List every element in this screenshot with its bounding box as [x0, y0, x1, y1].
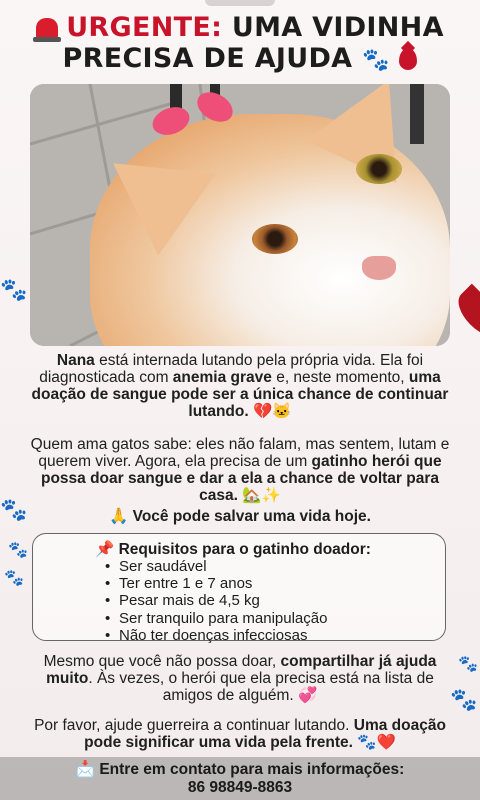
contact-phone[interactable]: 86 98849-8863 [187, 779, 293, 796]
text: está internada lutando pela própria vida. Ela foi diagnosticada com [39, 352, 424, 386]
list-item: • Ser saudável [105, 558, 327, 575]
paw-print-icon: 🐾 [0, 278, 28, 303]
blood-drop-icon [399, 48, 417, 70]
bold-text: compartilhar já ajuda muito [46, 653, 437, 687]
bold-text: uma doação de sangue pode ser a única chance de continuar lutando. [31, 369, 449, 420]
title-urgent: URGENTE: [66, 12, 223, 43]
requirements-box [32, 533, 446, 644]
text: 🏡✨ [237, 487, 281, 504]
title-line2: PRECISA DE AJUDA [62, 43, 353, 74]
bold-text: gatinho herói que possa doar sangue e dar a ela a chance de voltar para casa. [40, 453, 442, 504]
list-item: • Ser tranquilo para manipulação [105, 610, 327, 627]
paragraph-save-life: 🙏 Você pode salvar uma vida hoje. [109, 508, 371, 525]
paragraph-intro [30, 352, 450, 420]
paw-print-icon: 🐾 [458, 654, 478, 673]
list-item: • Pesar mais de 4,5 kg [105, 592, 327, 609]
bold-text: Uma doação pode significar uma vida pela frente. [84, 717, 446, 751]
paragraph-hero [30, 436, 450, 504]
requirements-title: 📌 Requisitos para o gatinho doador: [95, 541, 371, 558]
paw-print-icon: 🐾 [8, 540, 28, 559]
list-item: • Não ter doenças infecciosas [105, 627, 327, 644]
cat-photo [30, 84, 450, 346]
text: e, neste momento, [271, 369, 409, 386]
list-item: • Ter entre 1 e 7 anos [105, 575, 327, 592]
text: Quem ama gatos sabe: eles não falam, mas sentem, lutam e querem viver. Agora, ela precisa de um [30, 436, 450, 470]
requirements-list [105, 558, 327, 644]
paw-icon: 🐾 [362, 48, 390, 73]
contact-footer [0, 757, 480, 800]
paw-print-icon: 🐾 [450, 688, 478, 713]
contact-label: 📩 Entre em contato para mais informações: [75, 761, 405, 778]
paw-print-icon: 🐾 [0, 498, 28, 523]
cat-eye-left [252, 224, 298, 254]
bold-text: anemia grave [172, 369, 272, 386]
text: 💔🐱 [248, 403, 292, 420]
text: Mesmo que você não possa doar, [43, 653, 281, 670]
paragraph-appeal [30, 717, 450, 751]
paw-print-icon: 🐾 [4, 568, 24, 587]
bold-text: Nana [56, 352, 95, 369]
title-rest: UMA VIDINHA [231, 12, 444, 43]
top-handle [205, 0, 275, 6]
paragraph-share [30, 653, 450, 704]
text: 🐾❤️ [352, 734, 396, 751]
text: . Às vezes, o herói que ela precisa está na lista de amigos de alguém. 💞 [88, 670, 434, 704]
page-title [0, 12, 480, 76]
siren-icon [36, 18, 58, 38]
text: Por favor, ajude guerreira a continuar lutando. [34, 717, 354, 734]
pink-bow [152, 90, 232, 150]
cat-eye-right [356, 154, 402, 184]
cat-nose [362, 256, 396, 280]
